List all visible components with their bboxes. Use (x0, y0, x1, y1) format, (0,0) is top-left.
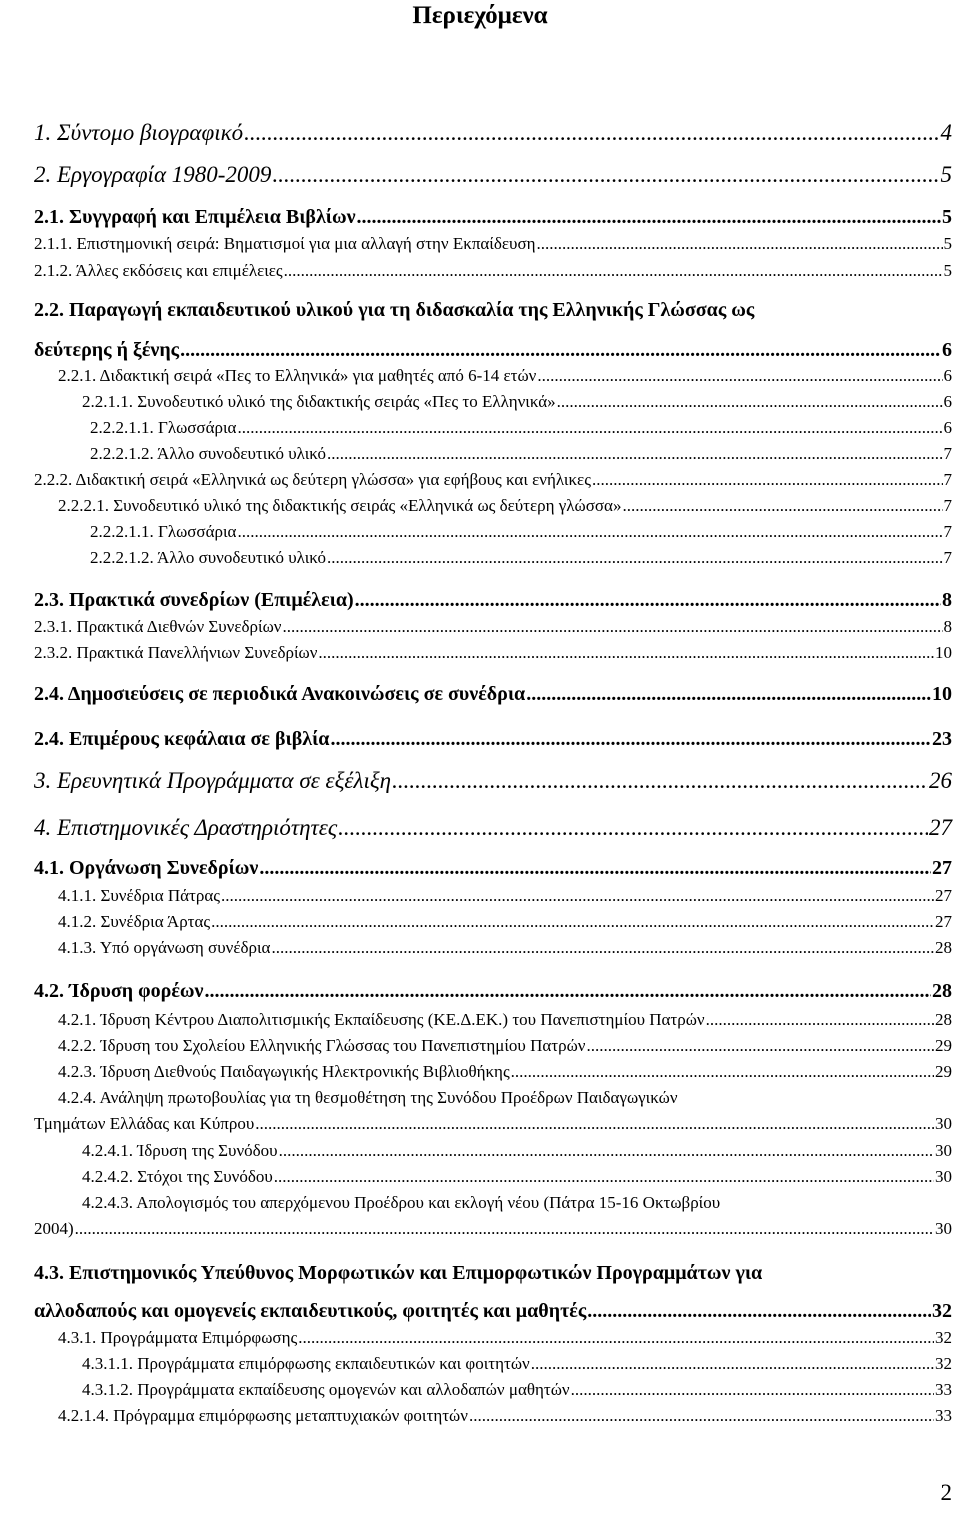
toc-entry-page: 5 (943, 261, 952, 280)
toc-entry-label: 1. Σύντομο βιογραφικό (34, 120, 244, 145)
dot-leader (180, 339, 941, 362)
toc-entry-label: 2.2.2. Διδακτική σειρά «Ελληνικά ως δεύτερη γλώσσα» για εφήβους και ενήλικες (34, 470, 591, 489)
toc-entry-label: 2.3. Πρακτικά συνεδρίων (Επιμέλεια) (34, 589, 354, 611)
toc-entry[interactable] (34, 617, 952, 637)
dot-leader (327, 548, 943, 568)
dot-leader (282, 617, 942, 637)
toc-entry-page: 32 (935, 1328, 952, 1347)
toc-entry-label: 2.2.1. Διδακτική σειρά «Πες το Ελληνικά» για μαθητές από 6-14 ετών (58, 366, 537, 385)
dot-leader (537, 234, 943, 254)
dot-leader (279, 1141, 934, 1161)
toc-entry-first-line: 4.2.4. Ανάληψη πρωτοβουλίας για τη θεσμοθέτηση της Συνόδου Προέδρων Παιδαγωγικών (58, 1088, 678, 1107)
dot-leader (237, 522, 942, 542)
toc-entry[interactable] (90, 418, 952, 438)
toc-entry-page: 28 (935, 938, 952, 957)
dot-leader (469, 1406, 934, 1426)
toc-entry-page: 7 (943, 470, 952, 489)
toc-entry-page: 29 (935, 1036, 952, 1055)
dot-leader (586, 1036, 934, 1056)
toc-entry[interactable] (82, 1380, 952, 1400)
toc-entry-label: 2. Εργογραφία 1980-2009 (34, 162, 272, 187)
toc-entry[interactable] (82, 1141, 952, 1161)
toc-entry-label: 4.2. Ίδρυση φορέων (34, 980, 204, 1002)
toc-entry-page: 7 (943, 522, 952, 541)
dot-leader (244, 120, 939, 146)
toc-entry-page: 30 (935, 1219, 952, 1238)
toc-entry-label: 2.3.1. Πρακτικά Διεθνών Συνεδρίων (34, 617, 282, 636)
toc-entry-page: 32 (935, 1354, 952, 1373)
toc-entry-label: 4.2.4.1. Ίδρυση της Συνόδου (82, 1141, 278, 1160)
toc-entry[interactable] (34, 589, 952, 612)
dot-leader (75, 1219, 934, 1239)
toc-entry-page: 6 (942, 339, 952, 361)
toc-entry-label: αλλοδαπούς και ομογενείς εκπαιδευτικούς, φοιτητές και μαθητές (34, 1300, 587, 1322)
toc-entry-label: 2.4. Επιμέρους κεφάλαια σε βιβλία (34, 728, 330, 750)
toc-entry-page: 10 (932, 683, 952, 705)
toc-entry-page: 8 (943, 617, 952, 636)
dot-leader (221, 886, 934, 906)
toc-entry-label: 2.2.2.1.2. Άλλο συνοδευτικό υλικό (90, 548, 326, 567)
toc-entry[interactable] (34, 470, 952, 490)
toc-entry-label: 2.1.2. Άλλες εκδόσεις και επιμέλειες (34, 261, 283, 280)
toc-entry-label: 4.1.2. Συνέδρια Άρτας (58, 912, 211, 931)
page-title: Περιεχόμενα (412, 2, 548, 29)
toc-entry-page: 4 (940, 120, 952, 145)
toc-entry-page: 30 (935, 1141, 952, 1160)
toc-entry[interactable] (82, 1167, 952, 1187)
toc-entry[interactable] (34, 1300, 952, 1323)
toc-entry-page: 26 (929, 768, 952, 793)
dot-leader (531, 1354, 934, 1374)
dot-leader (330, 728, 931, 751)
dot-leader (259, 857, 931, 880)
toc-entry-page: 6 (943, 392, 952, 411)
toc-entry-page: 10 (935, 643, 952, 662)
toc-entry-label: 2.2.2.1.1. Γλωσσάρια (90, 522, 237, 541)
dot-leader (587, 1300, 931, 1323)
toc-entry-label: 4.1.1. Συνέδρια Πάτρας (58, 886, 220, 905)
toc-entry[interactable] (58, 886, 952, 906)
toc-entry[interactable] (90, 548, 952, 568)
toc-entry-label: Τμημάτων Ελλάδας και Κύπρου (34, 1114, 255, 1133)
toc-entry[interactable] (34, 1219, 952, 1239)
toc-entry[interactable] (34, 206, 952, 229)
dot-leader (271, 938, 934, 958)
toc-entry[interactable] (34, 643, 952, 663)
toc-entry-label: 2.4. Δημοσιεύσεις σε περιοδικά Ανακοινώσεις σε συνέδρια (34, 683, 526, 705)
toc-entry-page: 5 (943, 234, 952, 253)
dot-leader (327, 444, 943, 464)
toc-entry-label: 4. Επιστημονικές Δραστηριότητες (34, 815, 338, 840)
toc-entry-page: 33 (935, 1406, 952, 1425)
dot-leader (204, 980, 931, 1003)
toc-entry-label: 2.3.2. Πρακτικά Πανελλήνιων Συνεδρίων (34, 643, 318, 662)
toc-entry[interactable] (34, 768, 952, 794)
toc-entry-label: 4.3.1. Προγράμματα Επιμόρφωσης (58, 1328, 298, 1347)
toc-entry-page: 30 (935, 1167, 952, 1186)
dot-leader (255, 1114, 934, 1134)
dot-leader (571, 1380, 934, 1400)
toc-entry[interactable] (34, 980, 952, 1003)
toc-entry-page: 6 (943, 366, 952, 385)
toc-entry[interactable] (34, 683, 952, 706)
toc-entry-label: 3. Ερευνητικά Προγράμματα σε εξέλιξη (34, 768, 392, 793)
toc-entry-label: 4.2.1.4. Πρόγραμμα επιμόρφωσης μεταπτυχιακών φοιτητών (58, 1406, 468, 1425)
toc-entry-first-line: 2.2. Παραγωγή εκπαιδευτικού υλικού για τη διδασκαλία της Ελληνικής Γλώσσας ως (34, 299, 755, 321)
dot-leader (592, 470, 943, 490)
toc-entry[interactable] (34, 1114, 952, 1134)
dot-leader (537, 366, 942, 386)
toc-entry-page: 29 (935, 1062, 952, 1081)
dot-leader (237, 418, 942, 438)
toc-entry-page: 27 (932, 857, 952, 879)
toc-entry[interactable] (34, 728, 952, 751)
toc-entry[interactable] (58, 1062, 952, 1082)
toc-entry-first-line: 4.3. Επιστημονικός Υπεύθυνος Μορφωτικών και Επιμορφωτικών Προγραμμάτων για (34, 1262, 763, 1284)
dot-leader (338, 815, 928, 841)
toc-entry-page: 7 (943, 548, 952, 567)
toc-entry-label: 4.1. Οργάνωση Συνεδρίων (34, 857, 259, 879)
toc-entry[interactable] (90, 444, 952, 464)
toc-entry-page: 7 (943, 444, 952, 463)
toc-entry-page: 8 (942, 589, 952, 611)
toc-entry[interactable] (58, 1036, 952, 1056)
toc-entry[interactable] (90, 522, 952, 542)
toc-entry-page: 23 (932, 728, 952, 750)
toc-entry-page: 6 (943, 418, 952, 437)
toc-entry-label: 2.1. Συγγραφή και Επιμέλεια Βιβλίων (34, 206, 356, 228)
toc-entry-label: 2.2.2.1. Συνοδευτικό υλικό της διδακτικής σειράς «Ελληνικά ως δεύτερη γλώσσα» (58, 496, 622, 515)
toc-entry-label: δεύτερης ή ξένης (34, 339, 180, 361)
toc-entry[interactable] (34, 339, 952, 362)
dot-leader (557, 392, 943, 412)
dot-leader (526, 683, 931, 706)
toc-entry-page: 27 (935, 912, 952, 931)
dot-leader (511, 1062, 934, 1082)
toc-entry-first-line: 4.2.4.3. Απολογισμός του απερχόμενου Προέδρου και εκλογή νέου (Πάτρα 15-16 Οκτωβρίου (82, 1193, 721, 1212)
toc-entry-label: 4.2.1. Ίδρυση Κέντρου Διαπολιτισμικής Εκπαίδευσης (ΚΕ.Δ.ΕΚ.) του Πανεπιστημίου Πατρών (58, 1010, 705, 1029)
dot-leader (355, 589, 941, 612)
toc-entry-label: 2.1.1. Επιστημονική σειρά: Βηματισμοί για μια αλλαγή στην Εκπαίδευση (34, 234, 536, 253)
dot-leader (318, 643, 934, 663)
toc-entry[interactable] (58, 938, 952, 958)
dot-leader (622, 496, 942, 516)
dot-leader (284, 261, 943, 281)
toc-entry[interactable] (34, 162, 952, 188)
dot-leader (392, 768, 928, 794)
toc-entry-label: 4.3.1.1. Προγράμματα επιμόρφωσης εκπαιδευτικών και φοιτητών (82, 1354, 530, 1373)
toc-entry-label: 2004) (34, 1219, 74, 1238)
toc-entry[interactable] (58, 1406, 952, 1426)
toc-entry-label: 4.2.3. Ίδρυση Διεθνούς Παιδαγωγικής Ηλεκτρονικής Βιβλιοθήκης (58, 1062, 510, 1081)
dot-leader (298, 1328, 934, 1348)
dot-leader (357, 206, 941, 229)
toc-entry-page: 27 (929, 815, 952, 840)
dot-leader (706, 1010, 934, 1030)
toc-entry-page: 30 (935, 1114, 952, 1133)
toc-entry-page: 32 (932, 1300, 952, 1322)
toc-entry[interactable] (82, 1354, 952, 1374)
toc-entry[interactable] (82, 392, 952, 412)
toc-entry-page: 33 (935, 1380, 952, 1399)
toc-entry-page: 28 (935, 1010, 952, 1029)
toc-entry[interactable] (58, 912, 952, 932)
toc-entry[interactable] (34, 857, 952, 880)
toc-entry-label: 2.2.1.1. Συνοδευτικό υλικό της διδακτικής σειράς «Πες το Ελληνικά» (82, 392, 556, 411)
toc-entry-label: 4.1.3. Υπό οργάνωση συνέδρια (58, 938, 271, 957)
toc-entry[interactable] (34, 120, 952, 146)
toc-entry-page: 27 (935, 886, 952, 905)
toc-entry[interactable] (34, 261, 952, 281)
toc-entry-label: 2.2.2.1.1. Γλωσσάρια (90, 418, 237, 437)
dot-leader (272, 162, 939, 188)
toc-entry[interactable] (34, 234, 952, 254)
toc-entry[interactable] (58, 496, 952, 516)
dot-leader (211, 912, 934, 932)
toc-entry-page: 5 (940, 162, 952, 187)
toc-entry-label: 4.2.2. Ίδρυση του Σχολείου Ελληνικής Γλώσσας του Πανεπιστημίου Πατρών (58, 1036, 586, 1055)
toc-entry-page: 28 (932, 980, 952, 1002)
toc-entry-label: 4.3.1.2. Προγράμματα εκπαίδευσης ομογενών και αλλοδαπών μαθητών (82, 1380, 570, 1399)
toc-entry-page: 7 (943, 496, 952, 515)
toc-entry-page: 5 (942, 206, 952, 228)
toc-entry-label: 4.2.4.2. Στόχοι της Συνόδου (82, 1167, 273, 1186)
toc-entry[interactable] (58, 1010, 952, 1030)
toc-entry-label: 2.2.2.1.2. Άλλο συνοδευτικό υλικό (90, 444, 326, 463)
page-number: 2 (940, 1480, 952, 1505)
toc-entry[interactable] (34, 815, 952, 841)
toc-entry[interactable] (58, 1328, 952, 1348)
dot-leader (274, 1167, 934, 1187)
toc-entry[interactable] (58, 366, 952, 386)
